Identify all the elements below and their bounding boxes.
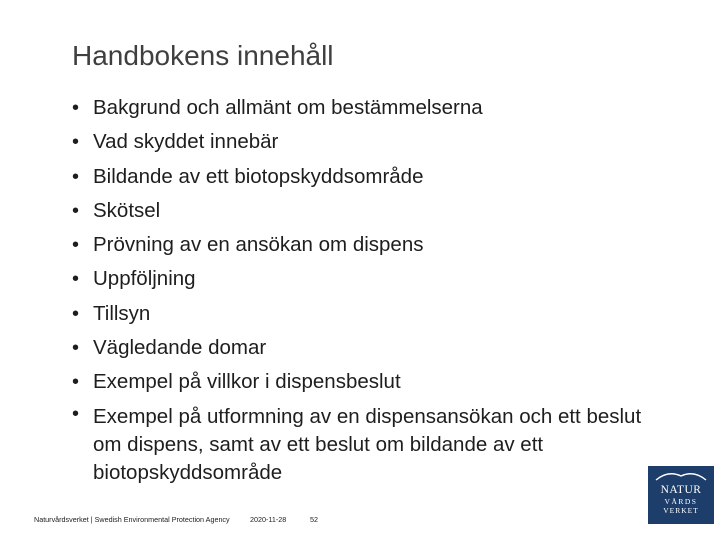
list-item-text: Bakgrund och allmänt om bestämmelserna (93, 96, 483, 119)
list-item (72, 365, 672, 399)
logo-line-2: VÅRDS (664, 497, 698, 506)
list-item-text: Skötsel (93, 198, 161, 222)
bullet-icon: • (72, 268, 80, 291)
bullet-icon: • (72, 199, 80, 222)
bullet-icon: • (72, 131, 80, 154)
footer-date: 2020-11-28 (250, 515, 287, 524)
list-item (72, 194, 672, 228)
logo-line-3: VERKET (663, 506, 699, 515)
list-item-text: Tillsyn (93, 301, 151, 325)
list-item-text: Exempel på utformning av en dispensansökan och ett beslut om dispens, samt av ett beslut om bildande av ett biotopskyddsområde (93, 404, 642, 485)
list-item (72, 297, 672, 331)
bullet-icon: • (72, 97, 80, 119)
logo-line-1: NATUR (660, 484, 702, 496)
list-item (72, 331, 672, 365)
list-item (72, 400, 672, 488)
list-item-text: Vad skyddet innebär (93, 130, 279, 154)
list-item (72, 125, 672, 159)
list-item (72, 262, 672, 296)
slide-footer (34, 515, 318, 524)
bullet-icon: • (72, 337, 80, 360)
list-item-text: Bildande av ett biotopskyddsområde (93, 164, 424, 188)
list-item-text: Vägledande domar (93, 336, 267, 360)
bullet-icon: • (72, 302, 80, 325)
list-item-text: Exempel på villkor i dispensbeslut (93, 370, 401, 394)
list-item-text: Prövning av en ansökan om dispens (93, 233, 424, 257)
footer-organization: Naturvårdsverket | Swedish Environmental Protection Agency (34, 515, 230, 524)
list-item (72, 228, 672, 262)
naturvardsverket-logo (648, 466, 714, 524)
list-item-text: Uppföljning (93, 267, 196, 291)
bullet-icon: • (72, 371, 80, 394)
list-item (72, 160, 672, 194)
bullet-icon: • (72, 165, 80, 188)
slide-title: Handbokens innehåll (72, 40, 334, 71)
bullet-icon: • (72, 234, 80, 257)
list-item (72, 91, 672, 125)
content-bullet-list (72, 91, 672, 488)
bullet-icon: • (72, 402, 80, 425)
footer-page-number: 52 (310, 515, 318, 524)
